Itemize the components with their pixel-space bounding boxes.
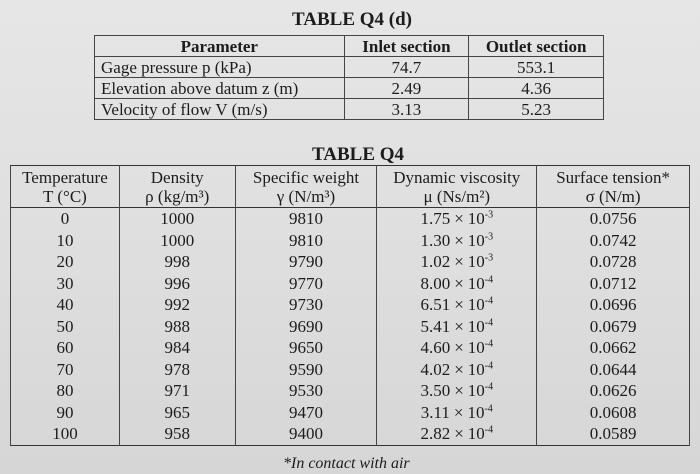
outlet-cell: 5.23 bbox=[469, 99, 604, 120]
inlet-cell: 74.7 bbox=[344, 57, 469, 78]
surface-tension-cell: 0.0644 bbox=[537, 359, 690, 381]
table-header-row bbox=[11, 166, 690, 208]
times-sign: × bbox=[454, 273, 464, 293]
viscosity-mantissa: 8.00 bbox=[420, 273, 451, 293]
specific-weight-cell: 9530 bbox=[235, 380, 377, 402]
viscosity-mantissa: 1.75 bbox=[420, 209, 451, 229]
table-row bbox=[11, 380, 690, 402]
exponent-base: 10 bbox=[467, 252, 485, 272]
density-cell: 984 bbox=[119, 337, 235, 359]
viscosity-cell bbox=[377, 230, 537, 252]
exponent-base: 10 bbox=[467, 316, 485, 336]
table-row bbox=[11, 251, 690, 273]
times-sign: × bbox=[454, 359, 464, 379]
times-sign: × bbox=[454, 230, 464, 250]
viscosity-mantissa: 6.51 bbox=[420, 295, 451, 315]
temperature-cell: 70 bbox=[11, 359, 120, 381]
column-header-unit: μ (Ns/m²) bbox=[423, 187, 491, 206]
temperature-cell: 100 bbox=[11, 423, 120, 445]
viscosity-exponent: -3 bbox=[484, 209, 494, 221]
column-header-unit: σ (N/m) bbox=[585, 187, 641, 206]
density-cell: 992 bbox=[119, 294, 235, 316]
viscosity-exponent: -4 bbox=[484, 360, 494, 372]
outlet-cell: 553.1 bbox=[469, 57, 604, 78]
temperature-cell: 10 bbox=[11, 230, 120, 252]
density-cell: 988 bbox=[119, 316, 235, 338]
viscosity-mantissa: 5.41 bbox=[420, 316, 451, 336]
viscosity-exponent: -4 bbox=[484, 338, 494, 350]
exponent-base: 10 bbox=[467, 209, 485, 229]
surface-tension-cell: 0.0696 bbox=[537, 294, 690, 316]
table-row bbox=[11, 273, 690, 295]
outlet-cell: 4.36 bbox=[469, 78, 604, 99]
exponent-base: 10 bbox=[467, 424, 485, 444]
viscosity-cell bbox=[377, 337, 537, 359]
column-header: Inlet section bbox=[344, 36, 469, 57]
viscosity-cell bbox=[377, 251, 537, 273]
temperature-cell: 90 bbox=[11, 402, 120, 424]
parameter-cell: Gage pressure p (kPa) bbox=[95, 57, 345, 78]
surface-tension-cell: 0.0662 bbox=[537, 337, 690, 359]
table-q4-title: TABLE Q4 bbox=[312, 144, 405, 165]
viscosity-exponent: -3 bbox=[484, 231, 494, 243]
surface-tension-cell: 0.0756 bbox=[537, 208, 690, 230]
footnote: *In contact with air bbox=[283, 455, 410, 472]
density-cell: 965 bbox=[119, 402, 235, 424]
density-cell: 996 bbox=[119, 273, 235, 295]
column-header-name: Dynamic viscosity bbox=[393, 168, 521, 187]
inlet-cell: 3.13 bbox=[344, 99, 469, 120]
column-header-unit: γ (N/m³) bbox=[276, 187, 336, 206]
density-cell: 978 bbox=[119, 359, 235, 381]
viscosity-cell bbox=[377, 316, 537, 338]
table-row bbox=[11, 316, 690, 338]
density-cell: 1000 bbox=[119, 208, 235, 230]
table-row bbox=[11, 359, 690, 381]
viscosity-cell bbox=[377, 273, 537, 295]
viscosity-exponent: -4 bbox=[484, 424, 494, 436]
table-row bbox=[11, 423, 690, 445]
temperature-cell: 60 bbox=[11, 337, 120, 359]
temperature-cell: 20 bbox=[11, 251, 120, 273]
table-row bbox=[11, 294, 690, 316]
table-row bbox=[95, 99, 604, 120]
specific-weight-cell: 9810 bbox=[235, 208, 377, 230]
specific-weight-cell: 9470 bbox=[235, 402, 377, 424]
viscosity-exponent: -4 bbox=[484, 403, 493, 415]
viscosity-exponent: -4 bbox=[484, 317, 494, 329]
viscosity-exponent: -4 bbox=[484, 295, 494, 307]
column-header bbox=[119, 166, 235, 208]
parameter-cell: Velocity of flow V (m/s) bbox=[95, 99, 345, 120]
viscosity-mantissa: 4.02 bbox=[420, 359, 451, 379]
viscosity-mantissa: 1.30 bbox=[420, 230, 451, 250]
specific-weight-cell: 9810 bbox=[235, 230, 377, 252]
column-header bbox=[537, 166, 690, 208]
column-header-unit: ρ (kg/m³) bbox=[145, 187, 210, 206]
density-cell: 1000 bbox=[119, 230, 235, 252]
column-header-name: Surface tension* bbox=[556, 168, 670, 187]
column-header-name: Temperature bbox=[22, 168, 108, 187]
column-header: Outlet section bbox=[469, 36, 604, 57]
exponent-base: 10 bbox=[467, 295, 485, 315]
specific-weight-cell: 9690 bbox=[235, 316, 377, 338]
column-header-name: Density bbox=[150, 168, 204, 187]
inlet-cell: 2.49 bbox=[344, 78, 469, 99]
surface-tension-cell: 0.0728 bbox=[537, 251, 690, 273]
temperature-cell: 30 bbox=[11, 273, 120, 295]
viscosity-exponent: -4 bbox=[484, 381, 494, 393]
column-header: Parameter bbox=[95, 36, 345, 57]
column-header bbox=[377, 166, 537, 208]
viscosity-cell bbox=[377, 294, 537, 316]
specific-weight-cell: 9730 bbox=[235, 294, 377, 316]
density-cell: 998 bbox=[119, 251, 235, 273]
viscosity-exponent: -4 bbox=[484, 274, 494, 286]
viscosity-cell bbox=[377, 359, 537, 381]
temperature-cell: 50 bbox=[11, 316, 120, 338]
table-row bbox=[95, 57, 604, 78]
column-header-unit: T (°C) bbox=[43, 187, 87, 206]
viscosity-cell bbox=[377, 208, 537, 230]
table-header-row bbox=[95, 36, 604, 57]
column-header bbox=[235, 166, 377, 208]
specific-weight-cell: 9770 bbox=[235, 273, 377, 295]
surface-tension-cell: 0.0679 bbox=[537, 316, 690, 338]
times-sign: × bbox=[454, 252, 464, 272]
column-header bbox=[11, 166, 120, 208]
viscosity-cell bbox=[377, 402, 537, 424]
viscosity-exponent: -3 bbox=[484, 252, 494, 264]
table-q4d-title: TABLE Q4 (d) bbox=[292, 9, 413, 30]
table-q4d bbox=[94, 35, 604, 120]
temperature-cell: 40 bbox=[11, 294, 120, 316]
times-sign: × bbox=[454, 424, 464, 444]
times-sign: × bbox=[454, 316, 464, 336]
surface-tension-cell: 0.0626 bbox=[537, 380, 690, 402]
exponent-base: 10 bbox=[467, 381, 485, 401]
specific-weight-cell: 9400 bbox=[235, 423, 377, 445]
viscosity-mantissa: 3.11 bbox=[420, 402, 450, 422]
exponent-base: 10 bbox=[467, 230, 485, 250]
surface-tension-cell: 0.0589 bbox=[537, 423, 690, 445]
parameter-cell: Elevation above datum z (m) bbox=[95, 78, 345, 99]
times-sign: × bbox=[454, 209, 464, 229]
temperature-cell: 80 bbox=[11, 380, 120, 402]
viscosity-cell bbox=[377, 380, 537, 402]
exponent-base: 10 bbox=[467, 338, 485, 358]
temperature-cell: 0 bbox=[11, 208, 120, 230]
times-sign: × bbox=[454, 338, 464, 358]
specific-weight-cell: 9590 bbox=[235, 359, 377, 381]
viscosity-cell bbox=[377, 423, 537, 445]
surface-tension-cell: 0.0742 bbox=[537, 230, 690, 252]
times-sign: × bbox=[453, 402, 464, 422]
table-row bbox=[11, 337, 690, 359]
exponent-base: 10 bbox=[467, 359, 485, 379]
exponent-base: 10 bbox=[467, 273, 485, 293]
surface-tension-cell: 0.0712 bbox=[537, 273, 690, 295]
density-cell: 971 bbox=[119, 380, 235, 402]
column-header-name: Specific weight bbox=[252, 168, 360, 187]
density-cell: 958 bbox=[119, 423, 235, 445]
table-row bbox=[11, 230, 690, 252]
viscosity-mantissa: 3.50 bbox=[420, 381, 451, 401]
specific-weight-cell: 9790 bbox=[235, 251, 377, 273]
table-row bbox=[11, 402, 690, 424]
times-sign: × bbox=[454, 381, 464, 401]
viscosity-mantissa: 4.60 bbox=[420, 338, 451, 358]
surface-tension-cell: 0.0608 bbox=[537, 402, 690, 424]
viscosity-mantissa: 1.02 bbox=[420, 252, 451, 272]
table-row bbox=[95, 78, 604, 99]
table-q4 bbox=[10, 165, 690, 446]
viscosity-mantissa: 2.82 bbox=[420, 424, 451, 444]
specific-weight-cell: 9650 bbox=[235, 337, 377, 359]
exponent-base: 10 bbox=[467, 402, 485, 422]
times-sign: × bbox=[454, 295, 464, 315]
table-row bbox=[11, 208, 690, 230]
